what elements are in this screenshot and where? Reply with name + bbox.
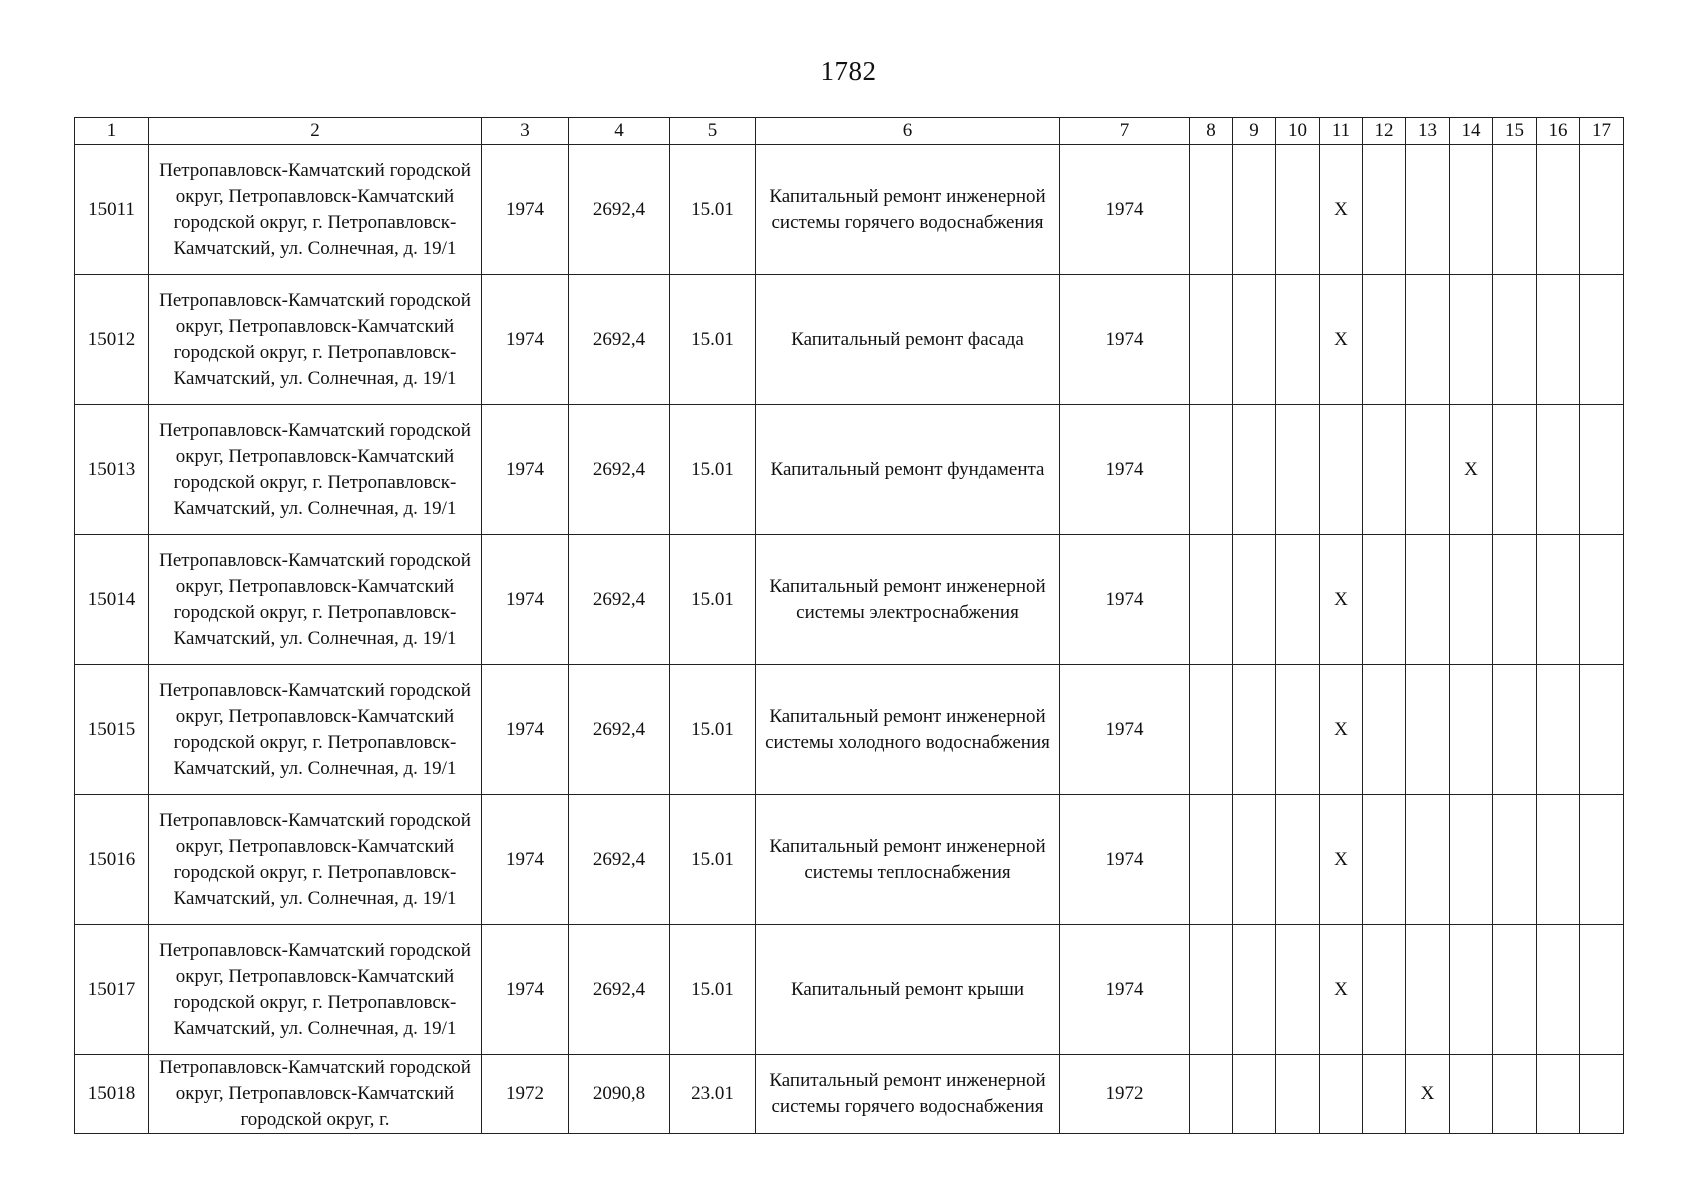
year-cell: 1974 bbox=[1060, 535, 1190, 665]
work-type-cell: Капитальный ремонт фасада bbox=[756, 275, 1060, 405]
mark-cell-col-16 bbox=[1537, 665, 1580, 795]
mark-cell-col-15 bbox=[1493, 535, 1537, 665]
year-built-cell: 1974 bbox=[482, 925, 569, 1055]
mark-cell-col-12 bbox=[1363, 1055, 1406, 1134]
mark-cell-col-12 bbox=[1363, 405, 1406, 535]
column-number: 3 bbox=[482, 118, 569, 145]
mark-cell-col-8 bbox=[1190, 665, 1233, 795]
mark-cell-col-8 bbox=[1190, 405, 1233, 535]
mark-cell-col-17 bbox=[1580, 145, 1624, 275]
mark-cell-col-14: X bbox=[1450, 405, 1493, 535]
mark-cell-col-12 bbox=[1363, 925, 1406, 1055]
work-type-cell: Капитальный ремонт инженерной системы горячего водоснабжения bbox=[756, 145, 1060, 275]
mark-cell-col-10 bbox=[1276, 795, 1320, 925]
code-cell: 15.01 bbox=[670, 665, 756, 795]
mark-cell-col-14 bbox=[1450, 795, 1493, 925]
mark-cell-col-11: X bbox=[1320, 795, 1363, 925]
code-cell: 15.01 bbox=[670, 535, 756, 665]
repair-registry-table bbox=[74, 117, 1624, 1134]
work-type-cell: Капитальный ремонт крыши bbox=[756, 925, 1060, 1055]
work-type-cell: Капитальный ремонт инженерной системы холодного водоснабжения bbox=[756, 665, 1060, 795]
mark-cell-col-8 bbox=[1190, 1055, 1233, 1134]
table-row bbox=[75, 665, 1624, 795]
row-id-cell: 15017 bbox=[75, 925, 149, 1055]
area-cell: 2692,4 bbox=[569, 145, 670, 275]
mark-cell-col-17 bbox=[1580, 795, 1624, 925]
mark-cell-col-14 bbox=[1450, 535, 1493, 665]
address-text: Петропавловск-Камчатский городской округ, Петропавловск-Камчатский городской округ, г. Петропавловск-Камчатский, ул. Солнечная, д. 19/1 bbox=[159, 549, 471, 649]
table-row bbox=[75, 925, 1624, 1055]
mark-cell-col-10 bbox=[1276, 535, 1320, 665]
row-id-cell: 15016 bbox=[75, 795, 149, 925]
address-text: Петропавловск-Камчатский городской округ, Петропавловск-Камчатский городской округ, г. Петропавловск-Камчатский, ул. Солнечная, д. 19/1 bbox=[159, 679, 471, 779]
work-type-cell: Капитальный ремонт инженерной системы электроснабжения bbox=[756, 535, 1060, 665]
mark-cell-col-12 bbox=[1363, 275, 1406, 405]
column-number: 4 bbox=[569, 118, 670, 145]
mark-cell-col-15 bbox=[1493, 275, 1537, 405]
mark-cell-col-9 bbox=[1233, 145, 1276, 275]
year-built-cell: 1974 bbox=[482, 665, 569, 795]
column-number: 5 bbox=[670, 118, 756, 145]
address-text: Петропавловск-Камчатский городской округ, Петропавловск-Камчатский городской округ, г. bbox=[159, 1057, 471, 1130]
address-cell bbox=[149, 275, 482, 405]
mark-cell-col-9 bbox=[1233, 275, 1276, 405]
mark-cell-col-8 bbox=[1190, 145, 1233, 275]
code-cell: 15.01 bbox=[670, 275, 756, 405]
mark-cell-col-9 bbox=[1233, 795, 1276, 925]
year-cell: 1974 bbox=[1060, 665, 1190, 795]
address-cell bbox=[149, 795, 482, 925]
year-built-cell: 1972 bbox=[482, 1055, 569, 1134]
year-cell: 1974 bbox=[1060, 275, 1190, 405]
mark-cell-col-16 bbox=[1537, 1055, 1580, 1134]
row-id-cell: 15018 bbox=[75, 1055, 149, 1134]
mark-cell-col-14 bbox=[1450, 925, 1493, 1055]
mark-cell-col-15 bbox=[1493, 795, 1537, 925]
mark-cell-col-16 bbox=[1537, 795, 1580, 925]
year-built-cell: 1974 bbox=[482, 275, 569, 405]
area-cell: 2090,8 bbox=[569, 1055, 670, 1134]
code-cell: 15.01 bbox=[670, 145, 756, 275]
work-type-cell: Капитальный ремонт инженерной системы теплоснабжения bbox=[756, 795, 1060, 925]
mark-cell-col-8 bbox=[1190, 275, 1233, 405]
column-number: 16 bbox=[1537, 118, 1580, 145]
mark-cell-col-13 bbox=[1406, 535, 1450, 665]
address-cell bbox=[149, 535, 482, 665]
table-row bbox=[75, 1055, 1624, 1134]
address-cell bbox=[149, 1055, 482, 1134]
mark-cell-col-17 bbox=[1580, 1055, 1624, 1134]
work-type-cell: Капитальный ремонт инженерной системы горячего водоснабжения bbox=[756, 1055, 1060, 1134]
column-number: 7 bbox=[1060, 118, 1190, 145]
area-cell: 2692,4 bbox=[569, 535, 670, 665]
mark-cell-col-16 bbox=[1537, 275, 1580, 405]
mark-cell-col-12 bbox=[1363, 145, 1406, 275]
column-number: 9 bbox=[1233, 118, 1276, 145]
mark-cell-col-11: X bbox=[1320, 145, 1363, 275]
mark-cell-col-10 bbox=[1276, 145, 1320, 275]
code-cell: 23.01 bbox=[670, 1055, 756, 1134]
mark-cell-col-11 bbox=[1320, 405, 1363, 535]
column-number: 13 bbox=[1406, 118, 1450, 145]
mark-cell-col-14 bbox=[1450, 145, 1493, 275]
address-text: Петропавловск-Камчатский городской округ, Петропавловск-Камчатский городской округ, г. Петропавловск-Камчатский, ул. Солнечная, д. 19/1 bbox=[159, 289, 471, 389]
year-cell: 1974 bbox=[1060, 925, 1190, 1055]
mark-cell-col-14 bbox=[1450, 665, 1493, 795]
mark-cell-col-17 bbox=[1580, 665, 1624, 795]
mark-cell-col-13 bbox=[1406, 665, 1450, 795]
address-cell bbox=[149, 145, 482, 275]
column-number: 11 bbox=[1320, 118, 1363, 145]
table-row bbox=[75, 145, 1624, 275]
mark-cell-col-11 bbox=[1320, 1055, 1363, 1134]
area-cell: 2692,4 bbox=[569, 925, 670, 1055]
mark-cell-col-9 bbox=[1233, 1055, 1276, 1134]
mark-cell-col-11: X bbox=[1320, 535, 1363, 665]
mark-cell-col-17 bbox=[1580, 535, 1624, 665]
mark-cell-col-13 bbox=[1406, 275, 1450, 405]
mark-cell-col-8 bbox=[1190, 795, 1233, 925]
mark-cell-col-12 bbox=[1363, 795, 1406, 925]
mark-cell-col-9 bbox=[1233, 665, 1276, 795]
column-number-row bbox=[75, 118, 1624, 145]
mark-cell-col-10 bbox=[1276, 665, 1320, 795]
mark-cell-col-13: X bbox=[1406, 1055, 1450, 1134]
area-cell: 2692,4 bbox=[569, 275, 670, 405]
work-type-cell: Капитальный ремонт фундамента bbox=[756, 405, 1060, 535]
mark-cell-col-17 bbox=[1580, 275, 1624, 405]
area-cell: 2692,4 bbox=[569, 405, 670, 535]
area-cell: 2692,4 bbox=[569, 665, 670, 795]
mark-cell-col-15 bbox=[1493, 145, 1537, 275]
year-cell: 1974 bbox=[1060, 795, 1190, 925]
mark-cell-col-11: X bbox=[1320, 275, 1363, 405]
mark-cell-col-12 bbox=[1363, 535, 1406, 665]
mark-cell-col-8 bbox=[1190, 535, 1233, 665]
mark-cell-col-13 bbox=[1406, 925, 1450, 1055]
row-id-cell: 15013 bbox=[75, 405, 149, 535]
area-cell: 2692,4 bbox=[569, 795, 670, 925]
year-built-cell: 1974 bbox=[482, 405, 569, 535]
mark-cell-col-13 bbox=[1406, 405, 1450, 535]
mark-cell-col-9 bbox=[1233, 535, 1276, 665]
mark-cell-col-15 bbox=[1493, 665, 1537, 795]
mark-cell-col-13 bbox=[1406, 145, 1450, 275]
year-built-cell: 1974 bbox=[482, 535, 569, 665]
code-cell: 15.01 bbox=[670, 405, 756, 535]
year-built-cell: 1974 bbox=[482, 795, 569, 925]
mark-cell-col-16 bbox=[1537, 405, 1580, 535]
address-text: Петропавловск-Камчатский городской округ, Петропавловск-Камчатский городской округ, г. Петропавловск-Камчатский, ул. Солнечная, д. 19/1 bbox=[159, 939, 471, 1039]
mark-cell-col-11: X bbox=[1320, 925, 1363, 1055]
row-id-cell: 15012 bbox=[75, 275, 149, 405]
mark-cell-col-9 bbox=[1233, 925, 1276, 1055]
column-number: 10 bbox=[1276, 118, 1320, 145]
mark-cell-col-16 bbox=[1537, 925, 1580, 1055]
page-number: 1782 bbox=[820, 56, 877, 86]
mark-cell-col-13 bbox=[1406, 795, 1450, 925]
mark-cell-col-17 bbox=[1580, 405, 1624, 535]
mark-cell-col-16 bbox=[1537, 535, 1580, 665]
mark-cell-col-15 bbox=[1493, 1055, 1537, 1134]
column-number: 8 bbox=[1190, 118, 1233, 145]
year-built-cell: 1974 bbox=[482, 145, 569, 275]
mark-cell-col-14 bbox=[1450, 1055, 1493, 1134]
mark-cell-col-8 bbox=[1190, 925, 1233, 1055]
column-number: 17 bbox=[1580, 118, 1624, 145]
column-number: 1 bbox=[75, 118, 149, 145]
mark-cell-col-17 bbox=[1580, 925, 1624, 1055]
mark-cell-col-9 bbox=[1233, 405, 1276, 535]
mark-cell-col-11: X bbox=[1320, 665, 1363, 795]
table-row bbox=[75, 405, 1624, 535]
address-text: Петропавловск-Камчатский городской округ, Петропавловск-Камчатский городской округ, г. Петропавловск-Камчатский, ул. Солнечная, д. 19/1 bbox=[159, 419, 471, 519]
table-row bbox=[75, 535, 1624, 665]
mark-cell-col-15 bbox=[1493, 925, 1537, 1055]
address-cell bbox=[149, 665, 482, 795]
address-text: Петропавловск-Камчатский городской округ, Петропавловск-Камчатский городской округ, г. Петропавловск-Камчатский, ул. Солнечная, д. 19/1 bbox=[159, 809, 471, 909]
mark-cell-col-10 bbox=[1276, 275, 1320, 405]
code-cell: 15.01 bbox=[670, 795, 756, 925]
address-cell bbox=[149, 925, 482, 1055]
table-row bbox=[75, 795, 1624, 925]
column-number: 14 bbox=[1450, 118, 1493, 145]
mark-cell-col-10 bbox=[1276, 925, 1320, 1055]
column-number: 12 bbox=[1363, 118, 1406, 145]
address-cell bbox=[149, 405, 482, 535]
column-number: 6 bbox=[756, 118, 1060, 145]
column-number: 2 bbox=[149, 118, 482, 145]
table-row bbox=[75, 275, 1624, 405]
year-cell: 1974 bbox=[1060, 405, 1190, 535]
address-text: Петропавловск-Камчатский городской округ, Петропавловск-Камчатский городской округ, г. Петропавловск-Камчатский, ул. Солнечная, д. 19/1 bbox=[159, 159, 471, 259]
row-id-cell: 15015 bbox=[75, 665, 149, 795]
mark-cell-col-14 bbox=[1450, 275, 1493, 405]
mark-cell-col-15 bbox=[1493, 405, 1537, 535]
row-id-cell: 15011 bbox=[75, 145, 149, 275]
mark-cell-col-16 bbox=[1537, 145, 1580, 275]
code-cell: 15.01 bbox=[670, 925, 756, 1055]
year-cell: 1974 bbox=[1060, 145, 1190, 275]
mark-cell-col-12 bbox=[1363, 665, 1406, 795]
mark-cell-col-10 bbox=[1276, 405, 1320, 535]
mark-cell-col-10 bbox=[1276, 1055, 1320, 1134]
column-number: 15 bbox=[1493, 118, 1537, 145]
row-id-cell: 15014 bbox=[75, 535, 149, 665]
year-cell: 1972 bbox=[1060, 1055, 1190, 1134]
